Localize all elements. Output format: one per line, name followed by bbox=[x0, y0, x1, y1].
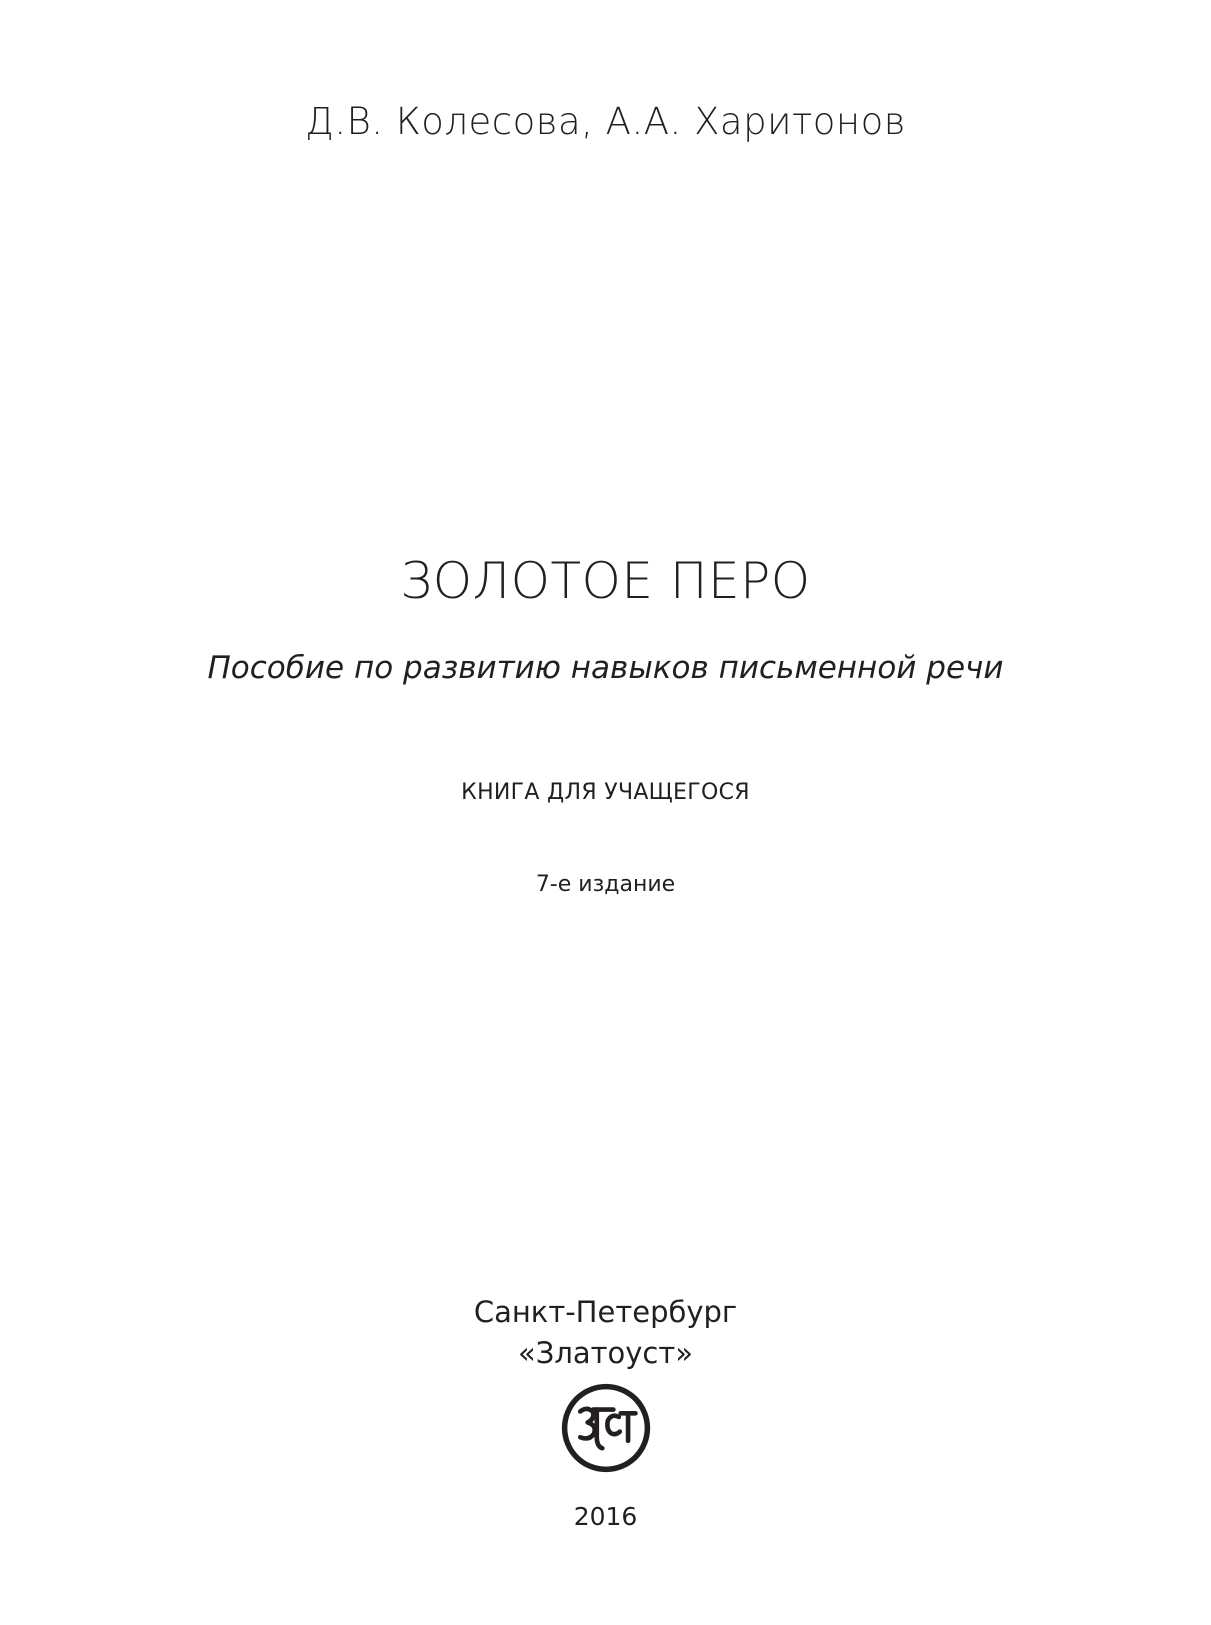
book-title: ЗОЛОТОЕ ПЕРО bbox=[400, 552, 811, 610]
edition: 7-е издание bbox=[535, 872, 676, 897]
authors: Д.В. Колесова, А.А. Харитонов bbox=[305, 100, 906, 143]
book-audience: КНИГА ДЛЯ УЧАЩЕГОСЯ bbox=[461, 780, 750, 805]
publisher-logo-icon bbox=[560, 1382, 652, 1474]
publisher-logo bbox=[0, 1382, 1211, 1482]
publication-city: Санкт-Петербург bbox=[473, 1295, 738, 1329]
publication-year: 2016 bbox=[573, 1502, 638, 1531]
publisher-name: «Златоуст» bbox=[517, 1336, 694, 1370]
book-subtitle: Пособие по развитию навыков письменной речи bbox=[207, 650, 1004, 686]
